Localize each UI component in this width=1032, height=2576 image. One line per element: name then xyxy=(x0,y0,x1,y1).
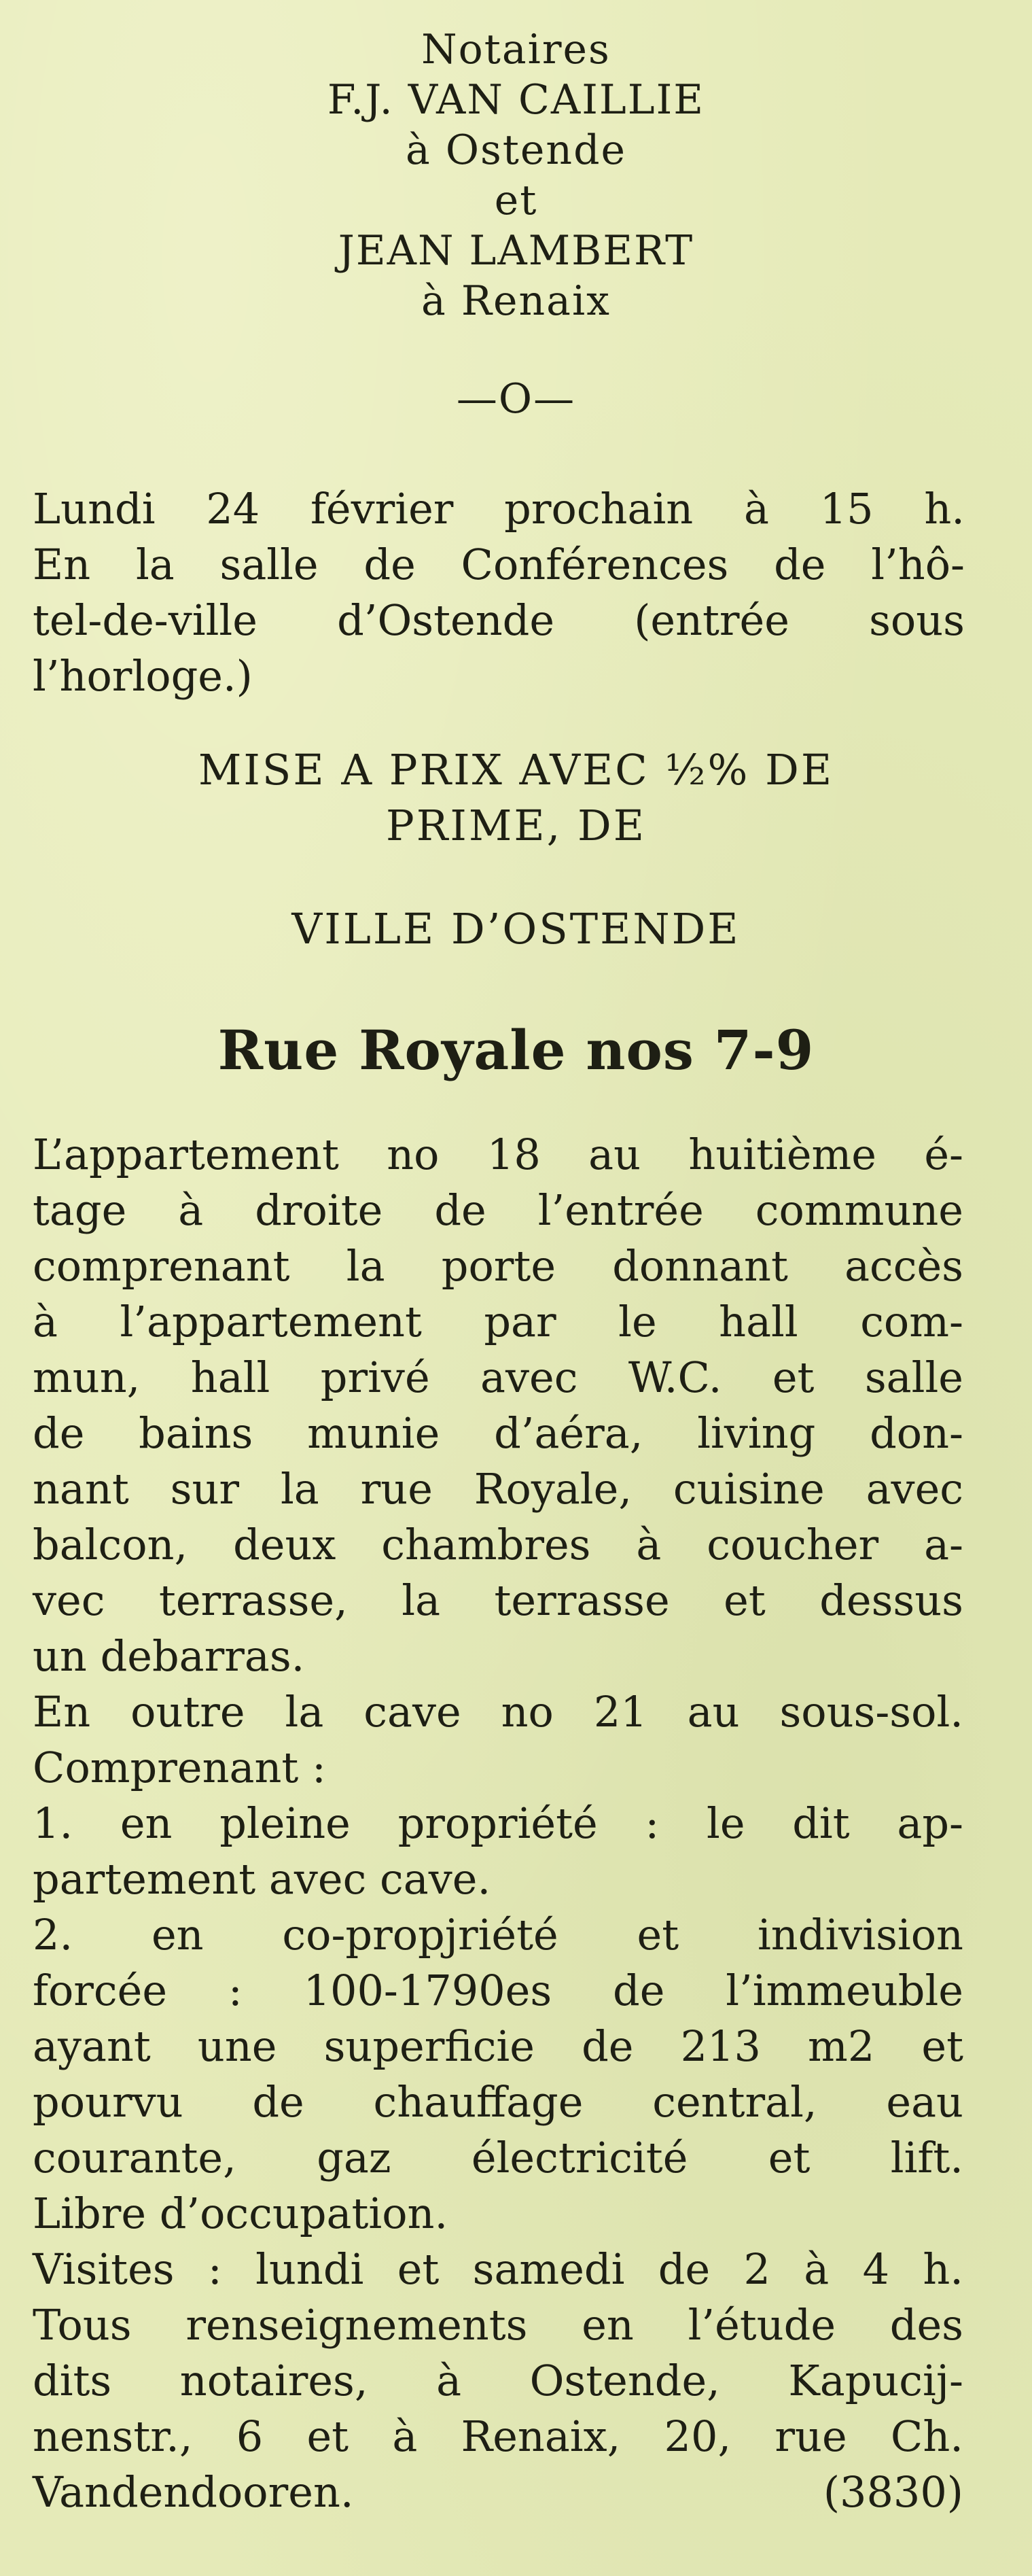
body-line: Tous renseignements en l’étude des xyxy=(33,2300,963,2350)
final-line xyxy=(33,2465,963,2520)
reference-number: (3830) xyxy=(823,2467,963,2517)
intro-line: tel-de-ville d’Ostende (entrée sous xyxy=(33,595,965,645)
body-line: ayant une superficie de 213 m2 et xyxy=(33,2021,963,2071)
body-line: partement avec cave. xyxy=(33,1854,491,1904)
body-line: 2. en co-propjriété et indivision xyxy=(33,1910,963,1960)
body-line: à l’appartement par le hall com- xyxy=(33,1297,963,1346)
body-line: comprenant la porte donnant accès xyxy=(33,1241,963,1291)
body-line: 1. en pleine propriété : le dit ap- xyxy=(33,1798,963,1848)
body-line: forcée : 100-1790es de l’immeuble xyxy=(33,1966,963,2015)
intro-paragraph xyxy=(33,481,965,704)
body-line: mun, hall privé avec W.C. et salle xyxy=(33,1353,963,1402)
body-line: En outre la cave no 21 au sous-sol. xyxy=(33,1687,963,1737)
body-line: balcon, deux chambres à coucher a- xyxy=(33,1520,963,1569)
body-line: Visites : lundi et samedi de 2 à 4 h. xyxy=(33,2244,963,2294)
street-heading: Rue Royale nos 7-9 xyxy=(217,1018,815,1082)
header-location-2: à Renaix xyxy=(421,277,611,325)
body-line: Comprenant : xyxy=(33,1743,326,1792)
header-notary-1: F.J. VAN CAILLIE xyxy=(327,76,705,124)
mise-a-prix-line-1: MISE A PRIX AVEC ½% DE xyxy=(198,745,834,795)
body-line: Libre d’occupation. xyxy=(33,2189,448,2238)
intro-line: l’horloge.) xyxy=(33,651,253,701)
body-line: de bains munie d’aéra, living don- xyxy=(33,1408,963,1458)
body-line: L’appartement no 18 au huitième é- xyxy=(33,1130,963,1179)
header-notaires: Notaires xyxy=(421,26,611,73)
intro-line: En la salle de Conférences de l’hô- xyxy=(33,540,965,589)
final-name: Vandendooren. xyxy=(33,2467,354,2517)
body-line: tage à droite de l’entrée commune xyxy=(33,1185,963,1235)
header-notary-2: JEAN LAMBERT xyxy=(338,227,694,275)
body-line: nenstr., 6 et à Renaix, 20, rue Ch. xyxy=(33,2412,963,2461)
body-line: un debarras. xyxy=(33,1631,305,1681)
header-et: et xyxy=(494,177,538,224)
body-line: dits notaires, à Ostende, Kapucij- xyxy=(33,2356,963,2405)
body-line: nant sur la rue Royale, cuisine avec xyxy=(33,1464,963,1514)
intro-line: Lundi 24 février prochain à 15 h. xyxy=(33,484,965,534)
body-line: courante, gaz électricité et lift. xyxy=(33,2133,963,2182)
separator: —O— xyxy=(456,375,576,423)
body-line: vec terrasse, la terrasse et dessus xyxy=(33,1576,963,1625)
city-heading: VILLE D’OSTENDE xyxy=(291,904,741,954)
body-line: pourvu de chauffage central, eau xyxy=(33,2077,963,2127)
property-description xyxy=(33,1127,963,2520)
header-location-1: à Ostende xyxy=(405,126,626,174)
mise-a-prix-line-2: PRIME, DE xyxy=(385,801,646,850)
